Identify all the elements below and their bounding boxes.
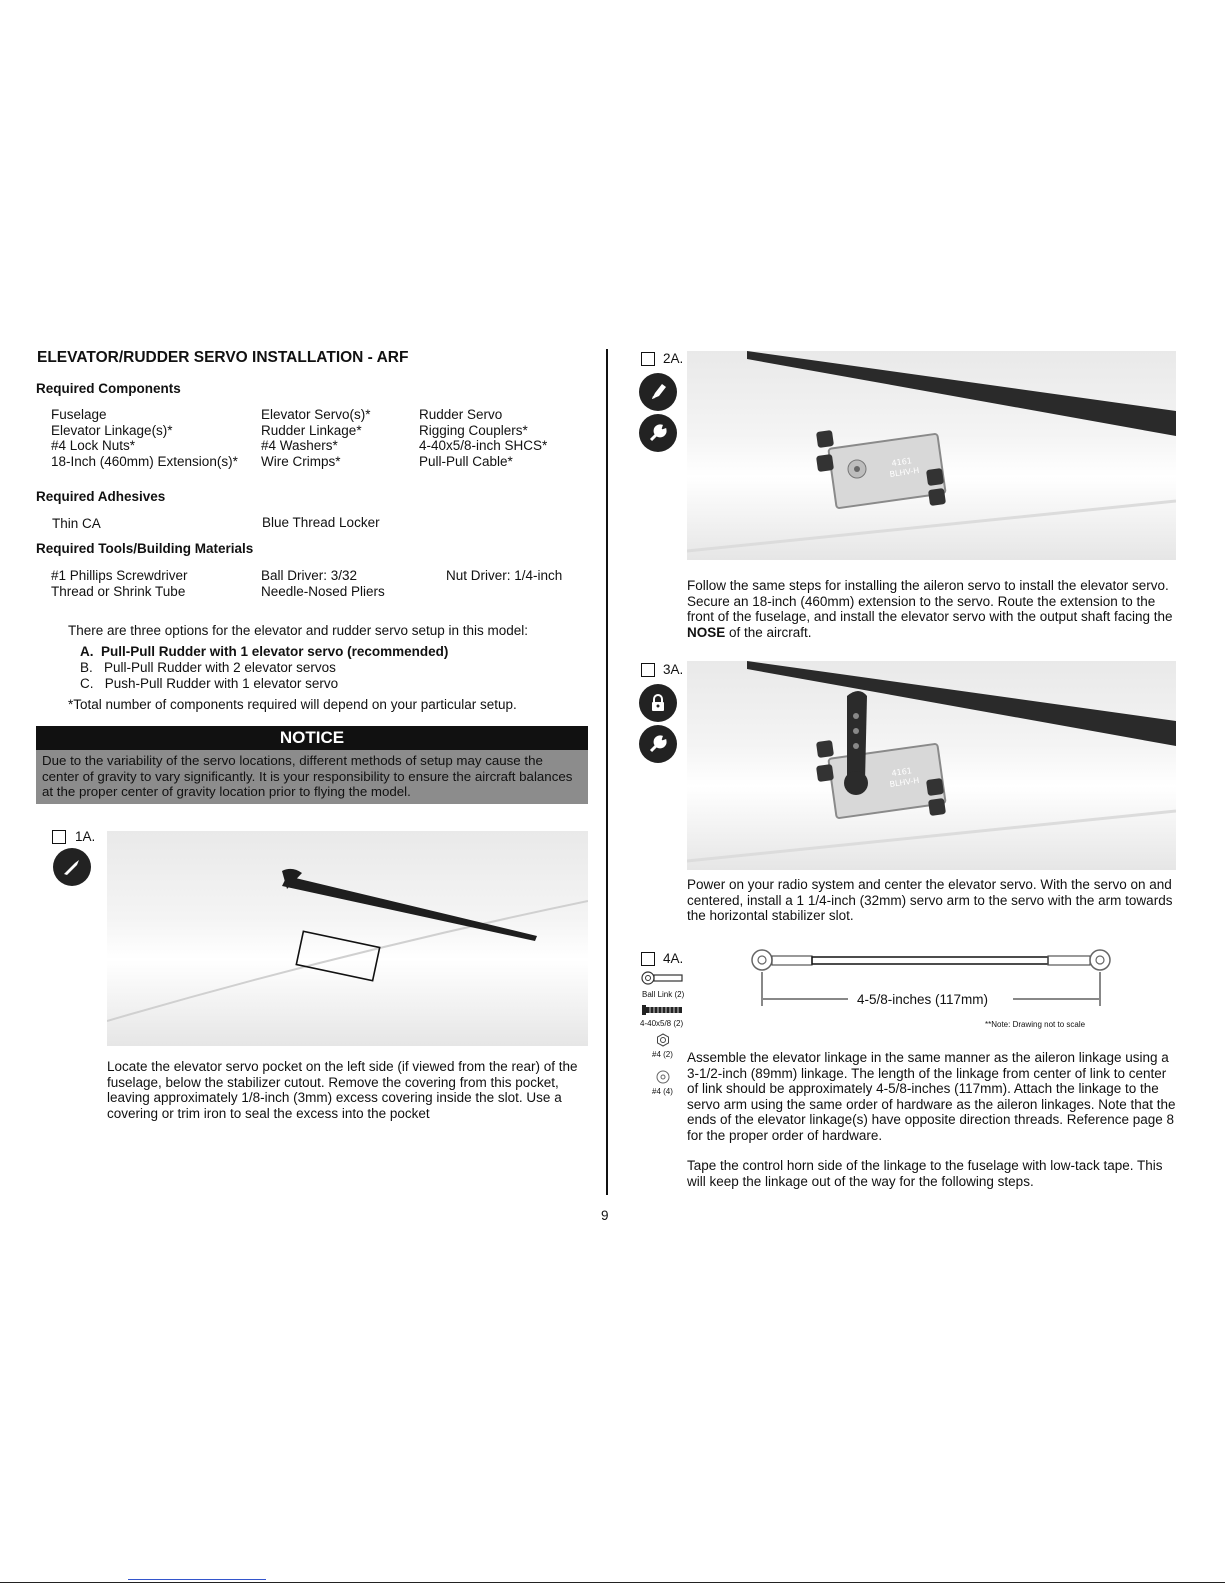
- component-item: Wire Crimps*: [261, 453, 341, 469]
- component-item: Elevator Servo(s)*: [261, 407, 371, 422]
- step-2a-label: 2A.: [663, 351, 684, 366]
- option-text: Pull-Pull Rudder with 2 elevator servos: [104, 660, 336, 675]
- step-3a-label: 3A.: [663, 662, 684, 677]
- step-2a-photo: [687, 351, 1176, 560]
- servo-label-line1: 4161: [891, 766, 913, 778]
- adhesive-item: Thin CA: [52, 516, 101, 531]
- step-4a-label: 4A.: [663, 951, 684, 966]
- column-divider: [606, 349, 608, 1195]
- options-footnote: *Total number of components required will depend on your particular setup.: [68, 697, 517, 712]
- bottom-rule: [0, 1582, 1225, 1583]
- step-2a-text: [687, 578, 1179, 640]
- tool-item: #1 Phillips Screwdriver: [51, 568, 188, 583]
- linkage-dimension: 4-5/8-inches (117mm): [857, 992, 989, 1007]
- servo-label-line2: BLHV-H: [889, 775, 920, 789]
- tool-item: Nut Driver: 1/4-inch: [446, 568, 563, 583]
- hobby-knife-icon: [53, 848, 91, 886]
- step-1a-text: Locate the elevator servo pocket on the left side (if viewed from the rear) of the fuselage, below the stabilizer cutout. Remove the covering from this pocket, leaving approximately 1/8-inch (3mm) excess covering inside the slot. Use a covering or trim iron to seal the excess into the pocket: [107, 1059, 578, 1121]
- step-2a-text-bold: NOSE: [687, 624, 726, 640]
- step-2a-text-part2: of the aircraft.: [725, 624, 812, 640]
- hardware-label: #4 (2): [652, 1050, 673, 1059]
- component-item: 18-Inch (460mm) Extension(s)*: [51, 453, 238, 469]
- component-item: Elevator Linkage(s)*: [51, 422, 173, 438]
- tools-col1: [51, 568, 188, 599]
- option-a: [80, 644, 448, 660]
- components-col1: [51, 407, 238, 469]
- servo-label-line1: 4161: [891, 456, 913, 468]
- lock-nut-icon: [656, 1033, 670, 1047]
- step-1a-photo: [107, 831, 588, 1046]
- adhesive-item: Blue Thread Locker: [262, 515, 380, 530]
- thread-locker-icon: [639, 684, 677, 722]
- tools-col2: [261, 568, 385, 599]
- page-title: ELEVATOR/RUDDER SERVO INSTALLATION - ARF: [37, 349, 409, 366]
- option-letter: C.: [80, 676, 94, 691]
- step-4a-checkbox[interactable]: [641, 952, 655, 966]
- component-item: Pull-Pull Cable*: [419, 453, 513, 469]
- option-letter: A.: [80, 644, 94, 659]
- hardware-label: 4-40x5/8 (2): [640, 1019, 684, 1028]
- fuselage-slot-illustration: [107, 831, 588, 1046]
- option-text: Push-Pull Rudder with 1 elevator servo: [104, 676, 339, 691]
- step-4a-text: Assemble the elevator linkage in the same manner as the aileron linkage using a 3-1/2-inch (89mm) linkage. The length of the linkage from center of link to center of link should be approximately 4-5/8-inches (117mm). Attach the linkage to the servo arm using the same order of hardware as the aileron linkages. Note that the ends of the elevator linkage(s) have opposite direction threads. Reference page 8 for the proper order of hardware.: [687, 1050, 1176, 1143]
- step-3a-checkbox[interactable]: [641, 663, 655, 677]
- component-item: Rudder Servo: [419, 407, 503, 422]
- option-text: Pull-Pull Rudder with 1 elevator servo (recommended): [101, 644, 449, 659]
- step-2a-text-part1: Follow the same steps for installing the aileron servo to install the elevator servo. Secure an 18-inch (460mm) extension to the servo. Route the extension to the front of the fuselage, and install the elevator servo with the output shaft facing the: [687, 578, 1173, 624]
- wrench-icon: [639, 414, 677, 452]
- tool-item: Ball Driver: 3/32: [261, 568, 358, 583]
- step-2a-checkbox[interactable]: [641, 352, 655, 366]
- hardware-label: Ball Link (2): [642, 990, 685, 999]
- hardware-label: #4 (4): [652, 1087, 673, 1096]
- step-3a-photo: [687, 661, 1176, 870]
- servo-installed-illustration: [687, 351, 1176, 560]
- servo-label-line2: BLHV-H: [889, 465, 920, 479]
- link-underline[interactable]: [128, 1579, 266, 1580]
- step-1a-label: 1A.: [75, 829, 96, 844]
- washer-icon: [656, 1070, 670, 1084]
- notice-body: Due to the variability of the servo locations, different methods of setup may cause the center of gravity to vary significantly. It is your responsibility to ensure the aircraft balances at the proper center of gravity location prior to flying the model.: [36, 750, 588, 804]
- option-b: [80, 660, 336, 676]
- option-c: [80, 676, 338, 692]
- adhesives-heading: Required Adhesives: [36, 489, 166, 504]
- component-item: 4-40x5/8-inch SHCS*: [419, 438, 548, 453]
- component-item: Fuselage: [51, 407, 107, 422]
- tools-col3: [446, 568, 562, 584]
- tool-item: Thread or Shrink Tube: [51, 583, 186, 599]
- components-col2: [261, 407, 371, 469]
- page-number: 9: [601, 1208, 609, 1223]
- drawing-note: **Note: Drawing not to scale: [985, 1020, 1086, 1029]
- component-item: #4 Washers*: [261, 438, 338, 453]
- tools-heading: Required Tools/Building Materials: [36, 541, 254, 556]
- component-item: Rigging Couplers*: [419, 422, 528, 438]
- component-item: Rudder Linkage*: [261, 422, 362, 438]
- component-item: #4 Lock Nuts*: [51, 438, 136, 453]
- components-col3: [419, 407, 547, 469]
- option-letter: B.: [80, 660, 93, 675]
- step-3a-text: Power on your radio system and center the elevator servo. With the servo on and centered, install a 1 1/4-inch (32mm) servo arm to the servo with the arm towards the horizontal stabilizer slot.: [687, 877, 1173, 923]
- screw-icon: [642, 1005, 684, 1015]
- notice-heading: NOTICE: [36, 726, 588, 750]
- options-intro: There are three options for the elevator and rudder servo setup in this model:: [68, 623, 529, 638]
- ball-link-icon: [640, 970, 686, 986]
- tool-item: Needle-Nosed Pliers: [261, 583, 385, 599]
- components-heading: Required Components: [36, 381, 181, 396]
- marker-icon: [639, 373, 677, 411]
- step-1a-checkbox[interactable]: [52, 830, 66, 844]
- wrench-icon: [639, 725, 677, 763]
- servo-arm-illustration: [687, 661, 1176, 870]
- step-4a-text-2: Tape the control horn side of the linkage to the fuselage with low-tack tape. This will keep the linkage out of the way for the following steps.: [687, 1158, 1163, 1189]
